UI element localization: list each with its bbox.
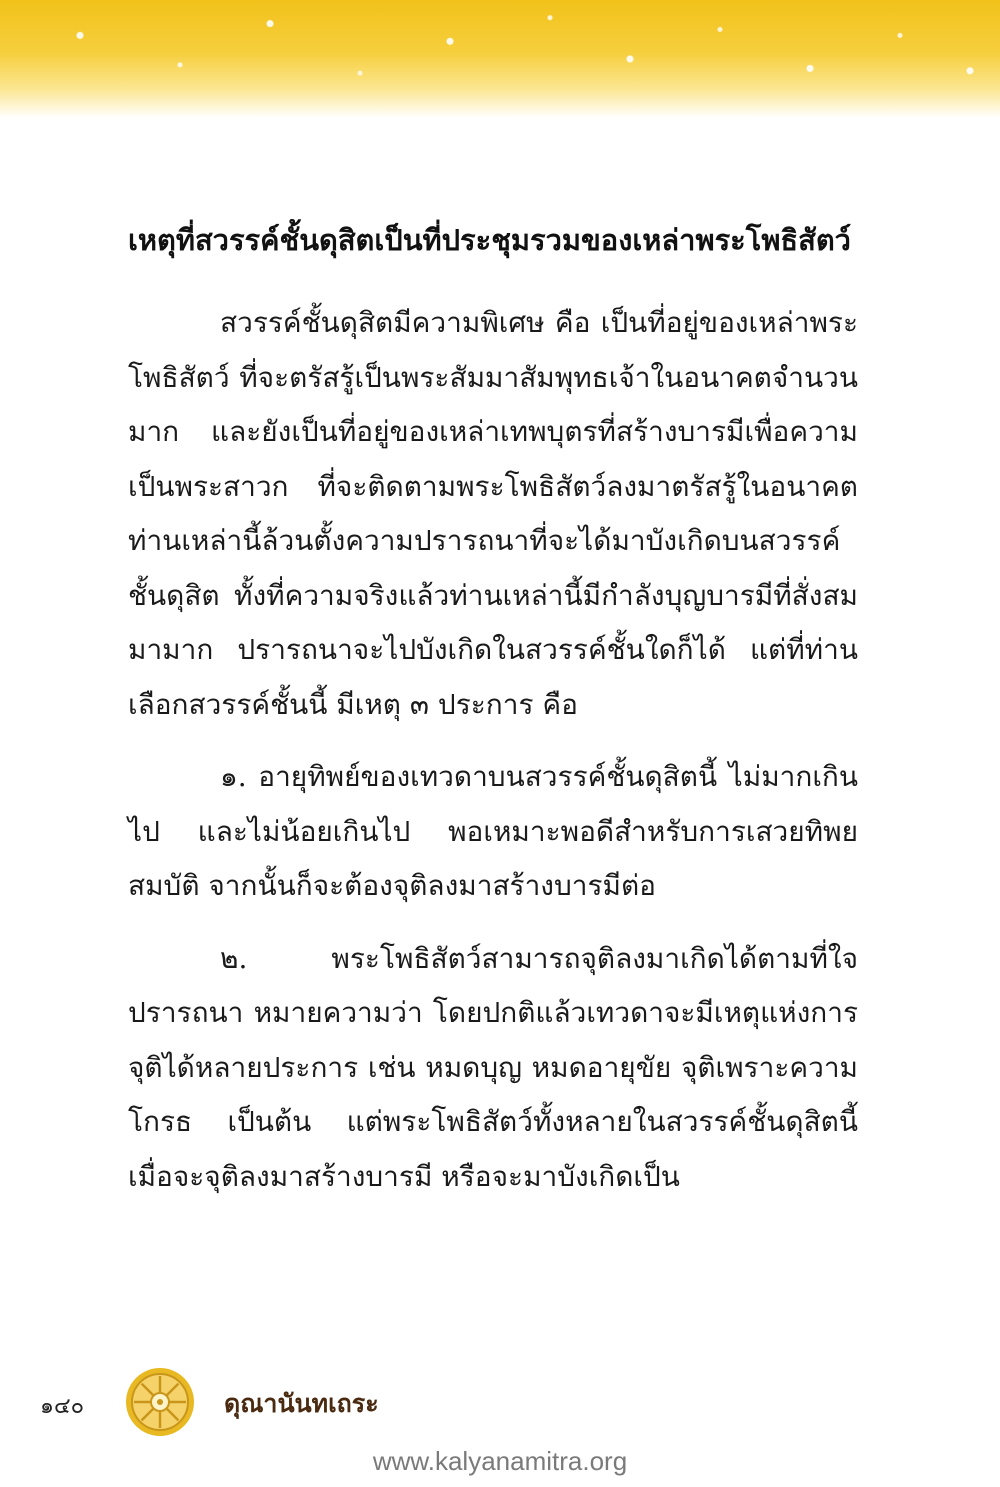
dharma-wheel-icon [124,1366,196,1438]
paragraph-intro: สวรรค์ชั้นดุสิตมีความพิเศษ คือ เป็นที่อยู่ของเหล่าพระโพธิสัตว์ ที่จะตรัสรู้เป็นพระสัมมาสัมพุทธเจ้าในอนาคตจำนวนมาก และยังเป็นที่อยู่ของเหล่าเทพบุตรที่สร้างบารมีเพื่อความเป็นพระสาวก ที่จะติดตามพระโพธิสัตว์ลงมาตรัสรู้ในอนาคต ท่านเหล่านี้ล้วนตั้งความปรารถนาที่จะได้มาบังเกิดบนสวรรค์ชั้นดุสิต ทั้งที่ความจริงแล้วท่านเหล่านี้มีกำลังบุญบารมีที่สั่งสมมามาก ปรารถนาจะไปบังเกิดในสวรรค์ชั้นใดก็ได้ แต่ที่ท่านเลือกสวรรค์ชั้นนี้ มีเหตุ ๓ ประการ คือ [128,306,858,721]
page-footer [0,1360,1000,1430]
book-title: ดุณานันทเถระ [224,1389,379,1418]
paragraph-reason-1: ๑. อายุทิพย์ของเทวดาบนสวรรค์ชั้นดุสิตนี้ ไม่มากเกินไป และไม่น้อยเกินไป พอเหมาะพอดีสำหรับการเสวยทิพยสมบัติ จากนั้นก็จะต้องจุติลงมาสร้างบารมีต่อ [128,760,858,902]
page-content [128,218,858,1222]
website-url[interactable]: www.kalyanamitra.org [372,1446,628,1476]
paragraph-reason-2: ๒. พระโพธิสัตว์สามารถจุติลงมาเกิดได้ตามที่ใจปรารถนา หมายความว่า โดยปกติแล้วเทวดาจะมีเหตุแห่งการจุติได้หลายประการ เช่น หมดบุญ หมดอายุขัย จุติเพราะความโกรธ เป็นต้น แต่พระโพธิสัตว์ทั้งหลายในสวรรค์ชั้นดุสิตนี้ เมื่อจะจุติลงมาสร้างบารมี หรือจะมาบังเกิดเป็น [128,941,858,1193]
section-heading: เหตุที่สวรรค์ชั้นดุสิตเป็นที่ประชุมรวมของเหล่าพระโพธิสัตว์ [128,223,851,257]
page-number: ๑๔๐ [40,1394,85,1419]
header-decoration [0,0,1000,118]
